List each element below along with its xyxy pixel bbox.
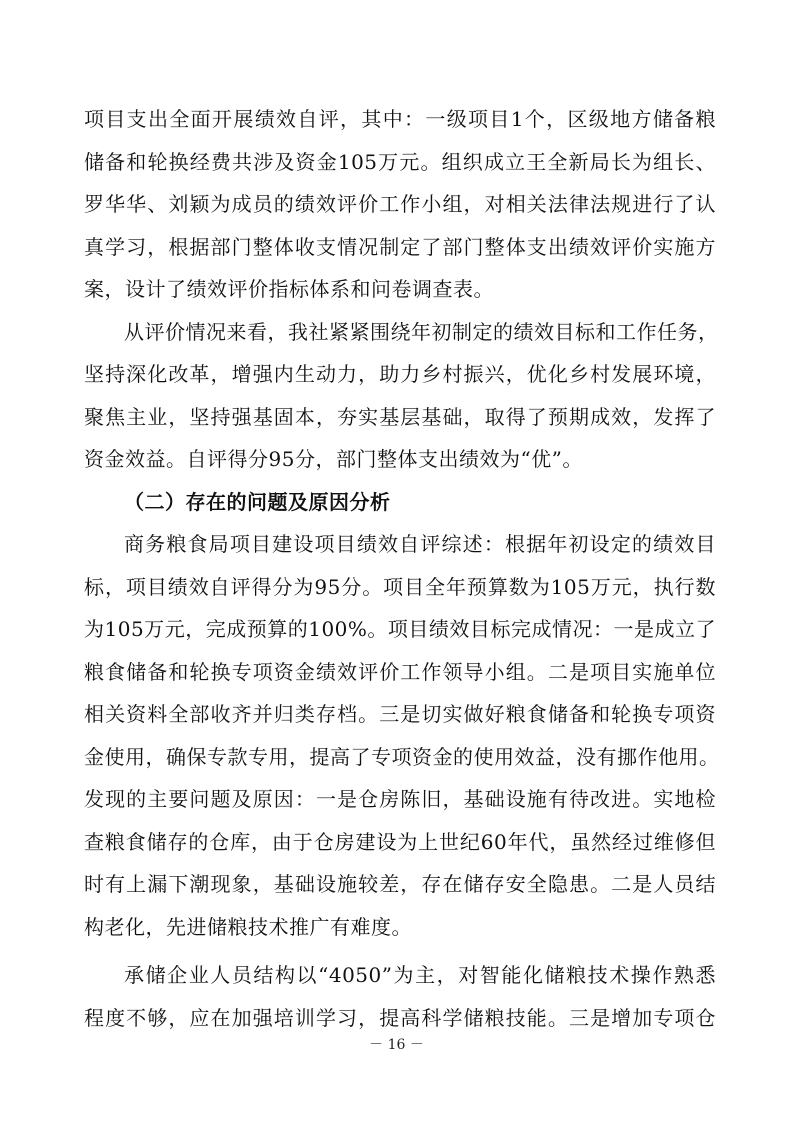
section-heading: （二）存在的问题及原因分析 — [124, 489, 391, 514]
text-line: 罗华华、刘颖为成员的绩效评价工作小组，对相关法律法规进行了认 — [84, 192, 716, 216]
text-line: 案，设计了绩效评价指标体系和问卷调查表。 — [84, 277, 494, 301]
text-line: 商务粮食局项目建设项目绩效自评综述：根据年初设定的绩效目 — [124, 532, 716, 556]
text-line: 承储企业人员结构以“4050”为主，对智能化储粮技术操作熟悉 — [124, 963, 716, 987]
text-line: 聚焦主业，坚持强基固本，夯实基层基础，取得了预期成效，发挥了 — [84, 404, 716, 429]
document-body — [84, 98, 720, 1039]
text-line: 标，项目绩效自评得分为95分。项目全年预算数为105万元，执行数 — [84, 574, 716, 599]
text-line: 相关资料全部收齐并归类存档。三是切实做好粮食储备和轮换专项资 — [84, 702, 716, 726]
page-number: － 16 － — [369, 1037, 424, 1053]
paragraph-problems-analysis — [84, 523, 720, 948]
text-line: 从评价情况来看，我社紧紧围绕年初制定的绩效目标和工作任务， — [124, 319, 719, 344]
text-line: 查粮食储存的仓库，由于仓房建设为上世纪60年代，虽然经过维修但 — [84, 829, 716, 854]
paragraph-personnel-structure — [84, 954, 716, 1039]
paragraph-evaluation-overview — [84, 98, 716, 311]
text-line: 项目支出全面开展绩效自评，其中：一级项目1个，区级地方储备粮 — [84, 107, 716, 131]
text-line: 资金效益。自评得分95分，部门整体支出绩效为“优”。 — [84, 447, 583, 471]
text-line: 构老化，先进储粮技术推广有难度。 — [84, 914, 412, 939]
text-line: 时有上漏下潮现象，基础设施较差，存在储存安全隐患。二是人员结 — [84, 872, 716, 896]
text-line: 坚持深化改革，增强内生动力，助力乡村振兴，优化乡村发展环境， — [84, 362, 716, 386]
text-line: 金使用，确保专款专用，提高了专项资金的使用效益，没有挪作他用。 — [84, 744, 720, 769]
text-line: 为105万元，完成预算的100%。项目绩效目标完成情况：一是成立了 — [84, 617, 716, 641]
text-line: 程度不够，应在加强培训学习，提高科学储粮技能。三是增加专项仓 — [84, 1005, 716, 1030]
text-line: 储备和轮换经费共涉及资金105万元。组织成立王全新局长为组长、 — [84, 149, 716, 174]
text-line: 粮食储备和轮换专项资金绩效评价工作领导小组。二是项目实施单位 — [84, 659, 716, 684]
text-line: 发现的主要问题及原因：一是仓房陈旧，基础设施有待改进。实地检 — [84, 787, 716, 811]
text-line: 真学习，根据部门整体收支情况制定了部门整体支出绩效评价实施方 — [84, 234, 716, 259]
paragraph-evaluation-result — [84, 311, 719, 481]
